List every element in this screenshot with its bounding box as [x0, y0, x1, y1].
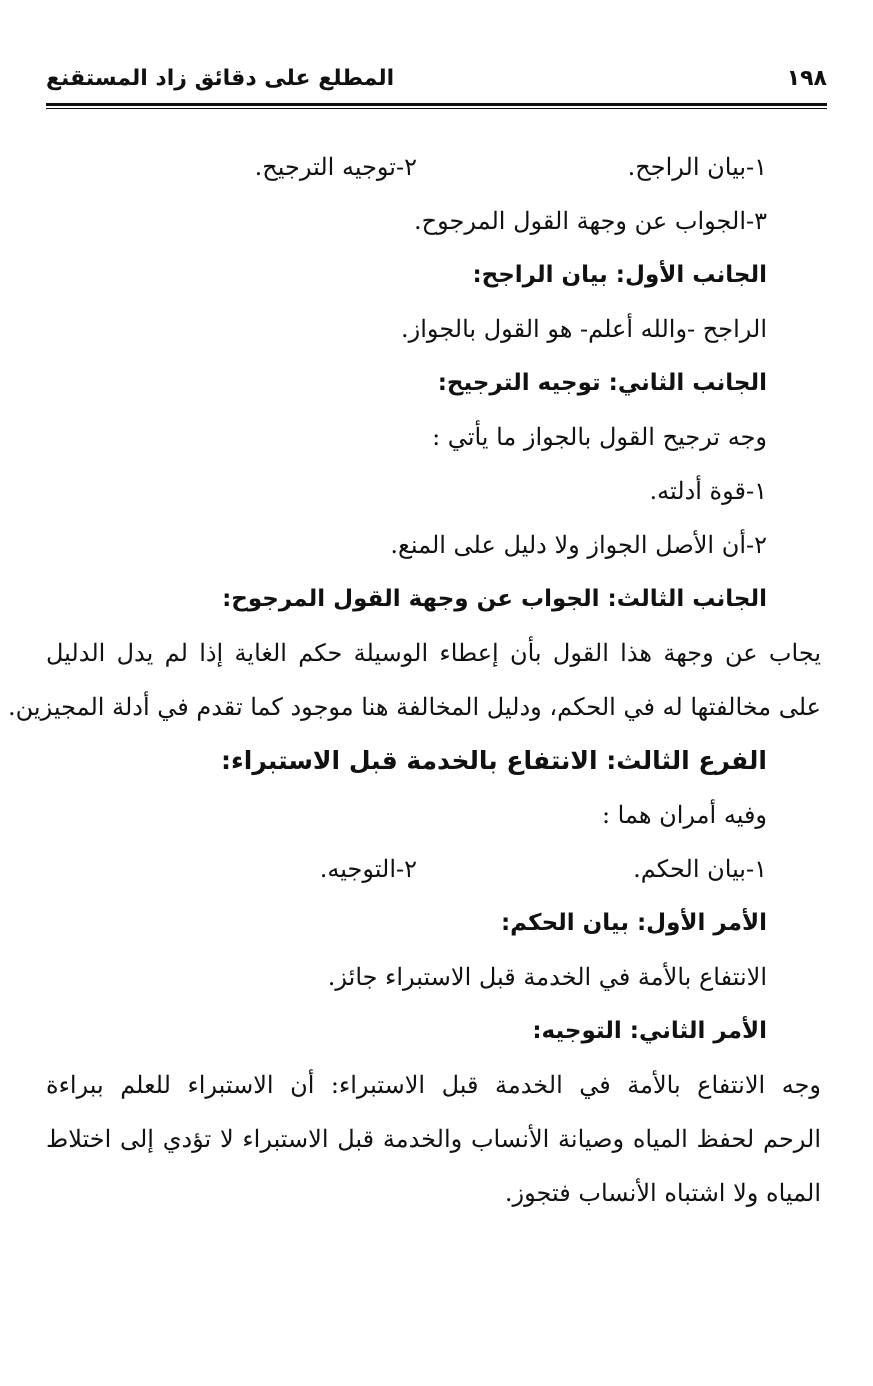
list-item: ٣-الجواب عن وجهة القول المرجوح. — [413, 207, 767, 235]
paragraph-line-wrap — [46, 1058, 821, 1112]
section-heading: الجانب الأول: بيان الراجح: — [472, 262, 767, 288]
header-rule-thin — [46, 108, 827, 109]
paragraph-line-wrap — [52, 1166, 821, 1220]
paragraph: وجه ترجيح القول بالجواز ما يأتي : — [432, 423, 767, 451]
paragraph: الانتفاع بالأمة في الخدمة قبل الاستبراء جائز. — [327, 963, 767, 991]
section-heading: الجانب الثاني: توجيه الترجيح: — [437, 370, 767, 396]
list-item: ٢-توجيه الترجيح. — [254, 153, 417, 181]
running-title: المطلع على دقائق زاد المستقنع — [46, 66, 395, 91]
list-item: ٢-أن الأصل الجواز ولا دليل على المنع. — [390, 531, 767, 559]
section-heading: الأمر الأول: بيان الحكم: — [500, 910, 767, 936]
header-rule-thick — [46, 103, 827, 106]
section-heading: الأمر الثاني: التوجيه: — [532, 1018, 767, 1044]
paragraph: وفيه أمران هما : — [601, 801, 767, 829]
list-item: ٢-التوجيه. — [319, 855, 417, 883]
paragraph-line: الرحم لحفظ المياه وصيانة الأنساب والخدمة قبل الاستبراء لا تؤدي إلى اختلاط — [46, 1125, 821, 1153]
paragraph-line: المياه ولا اشتباه الأنساب فتجوز. — [504, 1179, 821, 1207]
section-heading: الجانب الثالث: الجواب عن وجهة القول المرجوح: — [222, 586, 767, 612]
list-item: ١-بيان الحكم. — [633, 855, 767, 883]
list-item: ١-بيان الراجح. — [627, 153, 767, 181]
page-header — [46, 64, 827, 98]
paragraph-line-wrap — [46, 1112, 821, 1166]
list-item: ١-قوة أدلته. — [649, 477, 767, 505]
paragraph-line: على مخالفتها له في الحكم، ودليل المخالفة هنا موجود كما تقدم في أدلة المجيزين. — [8, 693, 821, 721]
list-line — [52, 140, 767, 194]
paragraph-line: وجه الانتفاع بالأمة في الخدمة قبل الاستبراء: أن الاستبراء للعلم ببراءة — [46, 1071, 821, 1099]
paragraph-line: يجاب عن وجهة هذا القول بأن إعطاء الوسيلة حكم الغاية إذا لم يدل الدليل — [46, 639, 821, 667]
paragraph-line-wrap — [46, 626, 821, 680]
paragraph-line-wrap — [8, 680, 821, 734]
branch-heading: الفرع الثالث: الانتفاع بالخدمة قبل الاستبراء: — [221, 746, 767, 775]
page-body — [8, 140, 821, 1220]
paragraph: الراجح -والله أعلم- هو القول بالجواز. — [401, 315, 767, 343]
page-number: ١٩٨ — [786, 66, 827, 91]
list-line — [52, 842, 767, 896]
